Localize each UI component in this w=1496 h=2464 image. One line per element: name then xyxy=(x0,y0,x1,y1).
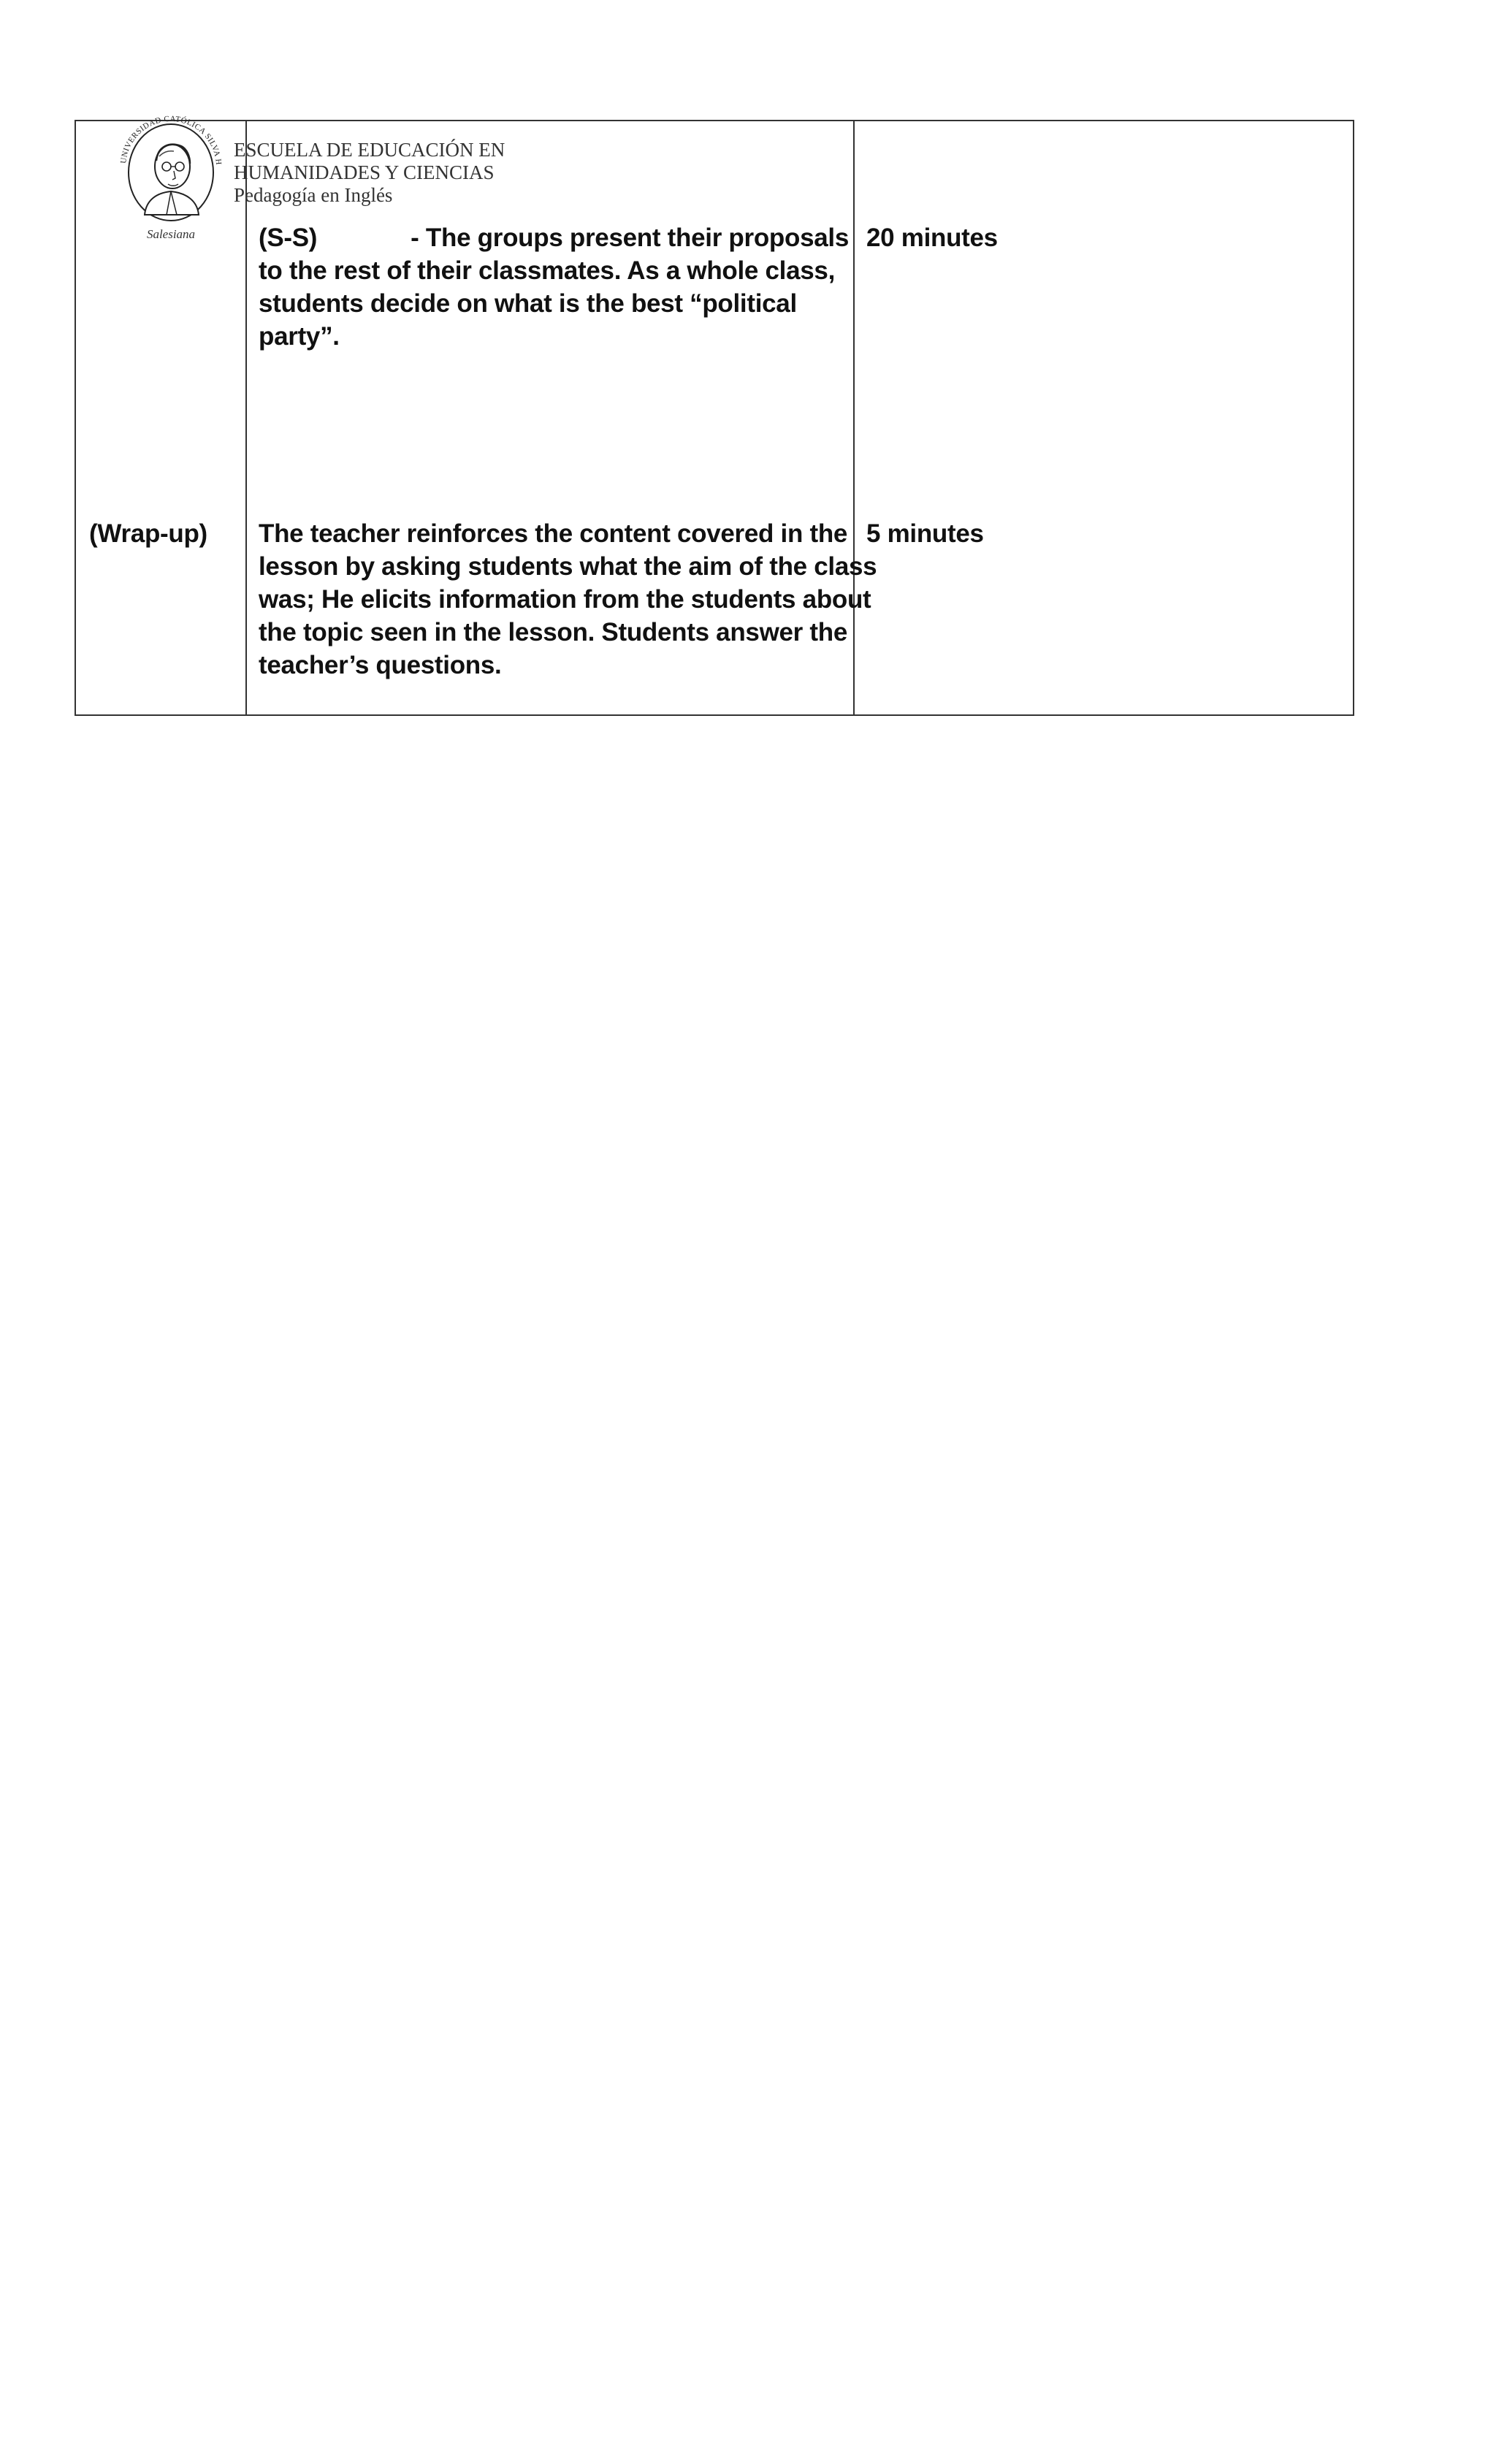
row-2-activity-line-3: was; He elicits information from the students about xyxy=(259,585,871,614)
row-2-activity-cell xyxy=(259,517,877,682)
row-1-activity-line-1: - The groups present their proposals xyxy=(411,224,849,252)
row-1-activity-cell xyxy=(259,221,849,353)
row-1-activity-line-3: students decide on what is the best “political xyxy=(259,289,797,318)
institution-line-2: HUMANIDADES Y CIENCIAS xyxy=(234,161,495,183)
institution-line-3: Pedagogía en Inglés xyxy=(234,184,393,206)
row-1-activity-line-2: to the rest of their classmates. As a whole class, xyxy=(259,256,836,285)
column-divider-time xyxy=(853,121,855,714)
svg-text:Salesiana: Salesiana xyxy=(146,227,196,241)
row-2-time-cell: 5 minutes xyxy=(866,519,984,548)
row-2-activity-line-1: The teacher reinforces the content covered in the xyxy=(259,519,848,548)
row-2-stage-cell: (Wrap-up) xyxy=(89,519,207,548)
row-2-activity-line-5: teacher’s questions. xyxy=(259,651,502,679)
university-seal-icon xyxy=(115,111,225,250)
institution-name-block xyxy=(234,139,505,207)
row-1-time-cell: 20 minutes xyxy=(866,224,998,252)
row-2-activity-line-4: the topic seen in the lesson. Students answer the xyxy=(259,618,848,646)
row-1-activity-line-4: party”. xyxy=(259,322,340,351)
row-1-activity-first-line xyxy=(259,221,849,254)
row-2-activity-line-2: lesson by asking students what the aim of the class xyxy=(259,552,877,581)
lesson-plan-table xyxy=(75,120,1354,716)
row-1-interaction-label: (S-S) xyxy=(259,224,318,252)
column-divider-stage xyxy=(245,121,247,714)
institution-line-1: ESCUELA DE EDUCACIÓN EN xyxy=(234,139,505,161)
svg-text:UNIVERSIDAD CATÓLICA SILVA HEN: UNIVERSIDAD CATÓLICA SILVA H xyxy=(119,114,224,166)
